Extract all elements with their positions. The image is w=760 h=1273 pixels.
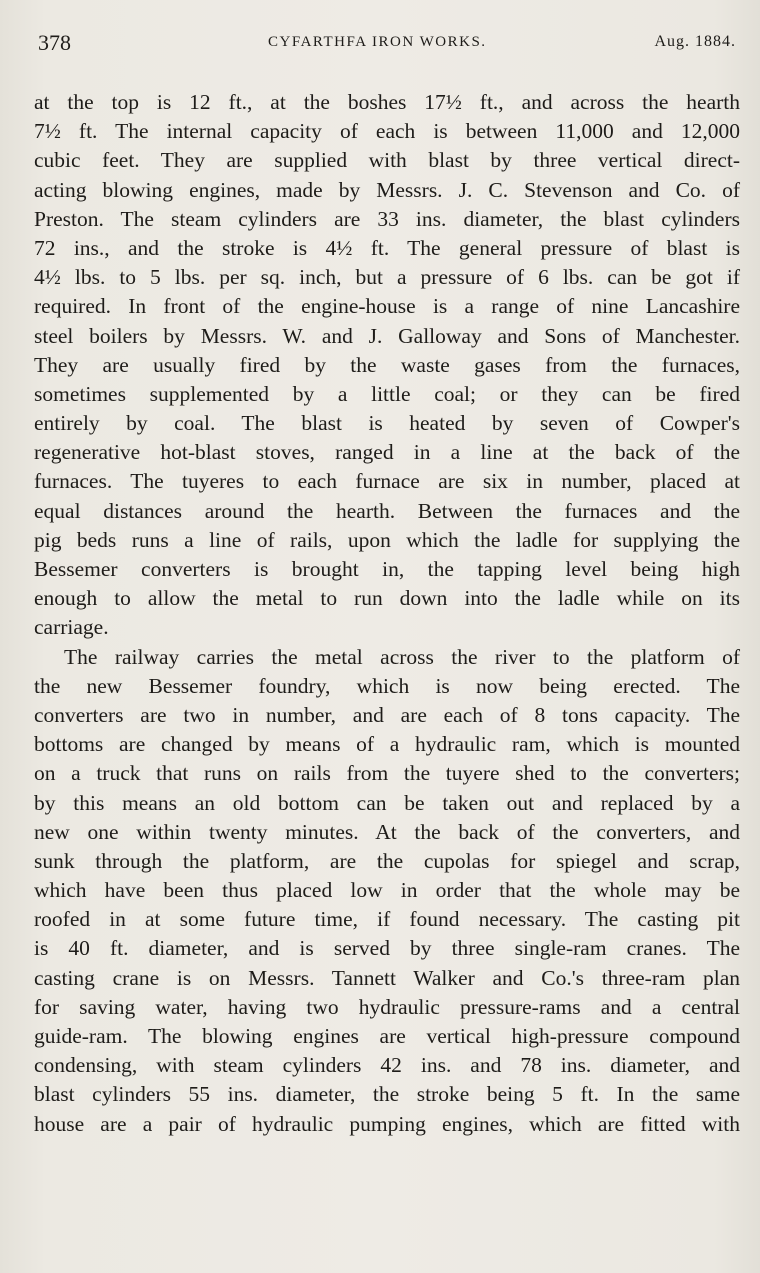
text-line: cubic feet. They are supplied with blast by three vertical direct- bbox=[34, 148, 740, 173]
text-line: by this means an old bottom can be taken out and replaced by a bbox=[34, 790, 740, 815]
text-line: at the top is 12 ft., at the boshes 17½ ft., and across the hearth bbox=[34, 90, 740, 114]
text-line: casting crane is on Messrs. Tannett Walker and Co.'s three-ram plan bbox=[34, 965, 740, 990]
text-line: which have been thus placed low in order that the whole may be bbox=[34, 878, 740, 903]
text-line: sunk through the platform, are the cupolas for spiegel and scrap, bbox=[34, 848, 740, 873]
body-text bbox=[34, 88, 740, 1139]
text-line: acting blowing engines, made by Messrs. J. C. Stevenson and Co. of bbox=[34, 177, 740, 202]
text-line: required. In front of the engine-house is a range of nine Lancashire bbox=[34, 294, 740, 319]
text-line: 7½ ft. The internal capacity of each is between 11,000 and 12,000 bbox=[34, 119, 740, 144]
page-header bbox=[38, 30, 736, 60]
text-line: the new Bessemer foundry, which is now being erected. The bbox=[34, 673, 740, 698]
text-line: furnaces. The tuyeres to each furnace are six in number, placed at bbox=[34, 469, 740, 494]
text-line: on a truck that runs on rails from the tuyere shed to the converters; bbox=[34, 761, 740, 786]
text-line: guide-ram. The blowing engines are vertical high-pressure compound bbox=[34, 1024, 740, 1048]
text-line: steel boilers by Messrs. W. and J. Galloway and Sons of Manchester. bbox=[34, 323, 740, 348]
text-line: condensing, with steam cylinders 42 ins. and 78 ins. diameter, and bbox=[34, 1053, 740, 1078]
text-line: bottoms are changed by means of a hydraulic ram, which is mounted bbox=[34, 732, 740, 757]
header-date: Aug. 1884. bbox=[654, 33, 736, 50]
text-line: new one within twenty minutes. At the back of the converters, and bbox=[34, 819, 740, 844]
text-line: is 40 ft. diameter, and is served by three single-ram cranes. The bbox=[34, 936, 740, 961]
text-line: They are usually fired by the waste gases from the furnaces, bbox=[34, 352, 740, 377]
text-line: Bessemer converters is brought in, the tapping level being high bbox=[34, 557, 740, 581]
text-line: entirely by coal. The blast is heated by seven of Cowper's bbox=[34, 411, 740, 436]
running-title: CYFARTHFA IRON WORKS. bbox=[268, 34, 487, 50]
page-number: 378 bbox=[38, 30, 71, 55]
text-line: equal distances around the hearth. Between the furnaces and the bbox=[34, 498, 740, 523]
text-line: carriage. bbox=[34, 615, 109, 640]
text-line: regenerative hot-blast stoves, ranged in a line at the back of the bbox=[34, 440, 740, 465]
text-line: roofed in at some future time, if found necessary. The casting pit bbox=[34, 907, 740, 932]
text-line: for saving water, having two hydraulic pressure-rams and a central bbox=[34, 994, 740, 1019]
text-line: 72 ins., and the stroke is 4½ ft. The general pressure of blast is bbox=[34, 235, 740, 260]
text-line: pig beds runs a line of rails, upon which the ladle for supplying the bbox=[34, 527, 740, 552]
text-line: house are a pair of hydraulic pumping engines, which are fitted with bbox=[34, 1111, 740, 1136]
text-line: enough to allow the metal to run down into the ladle while on its bbox=[34, 586, 740, 611]
paragraph-1 bbox=[34, 88, 740, 643]
text-line: 4½ lbs. to 5 lbs. per sq. inch, but a pressure of 6 lbs. can be got if bbox=[34, 265, 740, 290]
text-line: The railway carries the metal across the river to the platform of bbox=[64, 644, 740, 669]
text-line: sometimes supplemented by a little coal; or they can be fired bbox=[34, 381, 740, 406]
text-line: converters are two in number, and are each of 8 tons capacity. The bbox=[34, 702, 740, 727]
text-line: Preston. The steam cylinders are 33 ins. diameter, the blast cylinders bbox=[34, 206, 740, 231]
paragraph-2 bbox=[34, 643, 740, 1139]
text-line: blast cylinders 55 ins. diameter, the stroke being 5 ft. In the same bbox=[34, 1082, 740, 1107]
